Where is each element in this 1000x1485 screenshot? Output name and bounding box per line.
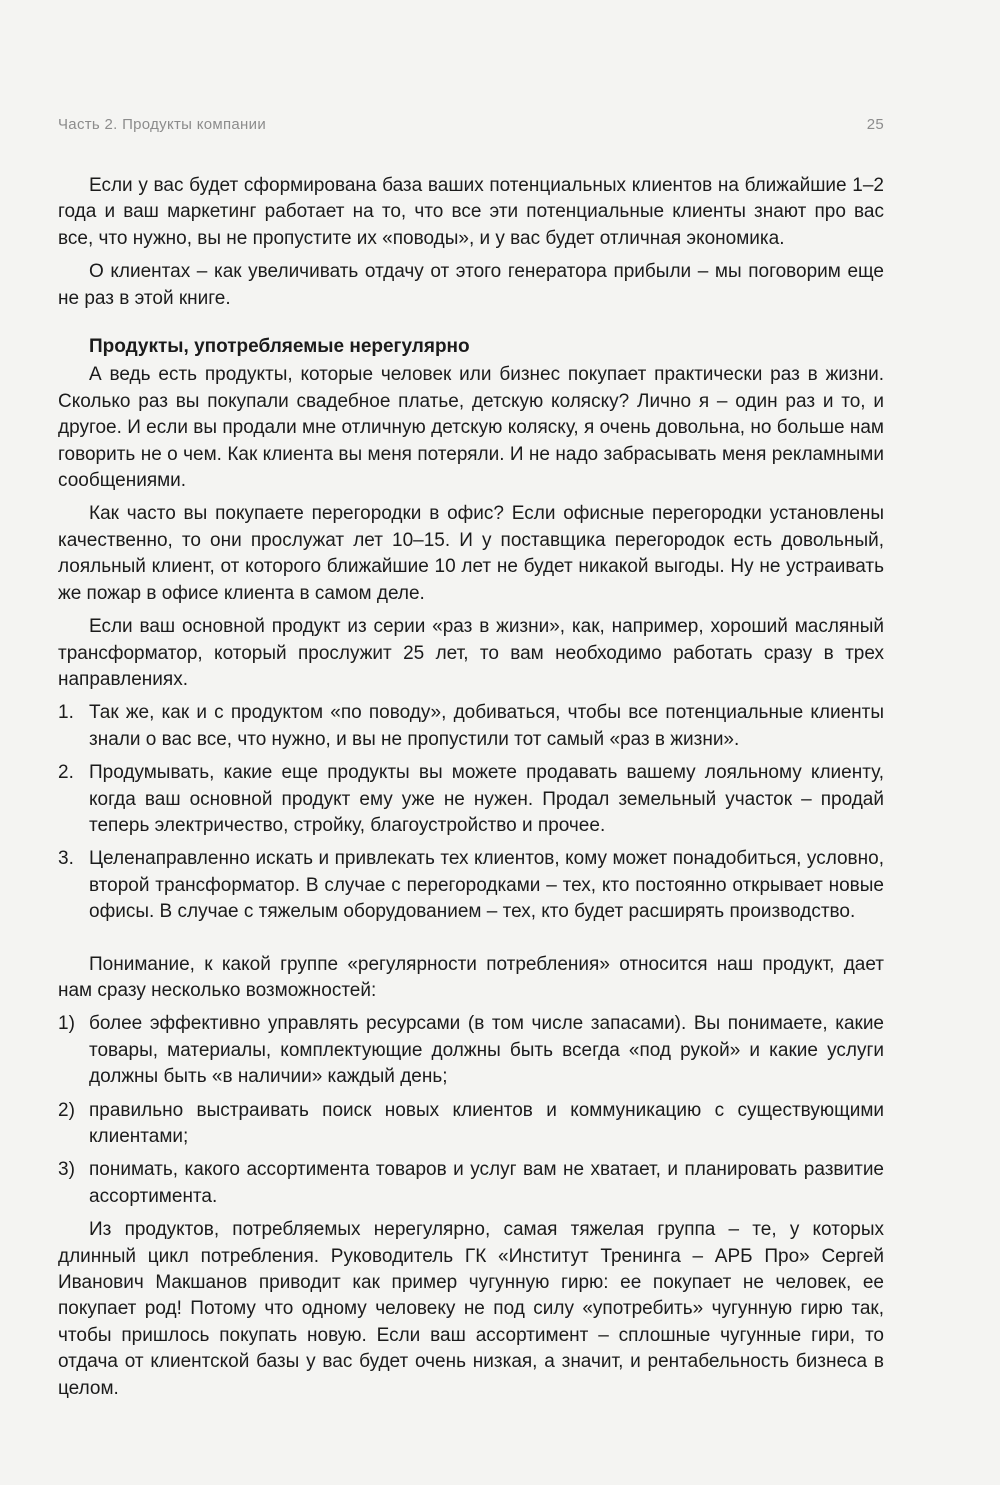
list-item-text: Продумывать, какие еще продукты вы можете продавать вашему лояльному клиенту, когда ваш основной продукт ему уже не нужен. Продал земельный участок – продай теперь электричество, стройку, благоустройство и прочее.	[89, 762, 884, 836]
section-heading: Продукты, употребляемые нерегулярно	[89, 336, 470, 358]
paragraph-7: Из продуктов, потребляемых нерегулярно, самая тяжелая группа – те, у которых длинный цикл потребления. Руководитель ГК «Институт Тренинга – АРБ Про» Сергей Иванович Макшанов приводит как пример чугунную гирю: ее покупает не человек, ее покупает род! Потому что одному человеку не под силу «употребить» чугунную гирю так, чтобы пришлось покупать новую. Если ваш ассортимент – сплошные чугунные гири, то отдача от клиентской базы у вас будет очень низкая, а значит, и рентабельность бизнеса в целом.	[58, 1219, 884, 1399]
page-content	[58, 173, 884, 1409]
list-item	[58, 846, 884, 925]
list-item	[58, 700, 884, 753]
list-marker: 2)	[58, 1099, 75, 1121]
paragraph-3: А ведь есть продукты, которые человек или бизнес покупает практически раз в жизни. Сколько раз вы покупали свадебное платье, детскую коляску? Лично я – один раз и то, и другое. И если вы продали мне отличную детскую коляску, я очень довольна, но больше нам говорить не о чем. Как клиента вы меня потеряли. И не надо забрасывать меня рекламными сообщениями.	[58, 364, 884, 492]
list-item	[58, 760, 884, 839]
list-item-text: правильно выстраивать поиск новых клиентов и коммуникацию с существующими клиентами;	[89, 1099, 884, 1147]
numbered-list-opportunities	[58, 1011, 884, 1210]
list-marker: 2.	[58, 762, 74, 784]
list-item	[58, 1098, 884, 1151]
list-marker: 1)	[58, 1013, 75, 1035]
paragraph-1: Если у вас будет сформирована база ваших потенциальных клиентов на ближайшие 1–2 года и ваш маркетинг работает на то, что все эти потенциальные клиенты знают про вас все, что нужно, вы не пропустите их «поводы», и у вас будет отличная экономика.	[58, 175, 884, 249]
section-title: Часть 2. Продукты компании	[58, 116, 266, 133]
list-marker: 1.	[58, 702, 74, 724]
list-item-text: понимать, какого ассортимента товаров и услуг вам не хватает, и планировать развитие ассортимента.	[89, 1159, 884, 1207]
page-number: 25	[866, 116, 884, 133]
running-header	[58, 116, 884, 133]
list-marker: 3)	[58, 1159, 75, 1181]
paragraph-6: Понимание, к какой группе «регулярности потребления» относится наш продукт, дает нам сразу несколько возможностей:	[58, 953, 884, 1001]
list-marker: 3.	[58, 848, 74, 870]
paragraph-2: О клиентах – как увеличивать отдачу от этого генератора прибыли – мы поговорим еще не раз в этой книге.	[58, 261, 884, 309]
paragraph-4: Как часто вы покупаете перегородки в офис? Если офисные перегородки установлены качественно, то они прослужат лет 10–15. И у поставщика перегородок есть довольный, лояльный клиент, от которого ближайшие 10 лет не будет никакой выгоды. Ну не устраивать же пожар в офисе клиента в самом деле.	[58, 503, 884, 604]
list-item	[58, 1157, 884, 1210]
list-item-text: Целенаправленно искать и привлекать тех клиентов, кому может понадобиться, условно, второй трансформатор. В случае с перегородками – тех, кто постоянно открывает новые офисы. В случае с тяжелым оборудованием – тех, кто будет расширять производство.	[89, 848, 884, 923]
paragraph-5: Если ваш основной продукт из серии «раз в жизни», как, например, хороший масляный трансформатор, который прослужит 25 лет, то вам необходимо работать сразу в трех направлениях.	[58, 616, 884, 690]
list-item-text: Так же, как и с продуктом «по поводу», добиваться, чтобы все потенциальные клиенты знали о вас все, что нужно, и вы не пропустили тот самый «раз в жизни».	[89, 702, 884, 750]
list-item	[58, 1011, 884, 1090]
numbered-list-directions	[58, 700, 884, 925]
list-item-text: более эффективно управлять ресурсами (в том числе запасами). Вы понимаете, какие товары, материалы, комплектующие должны быть всегда «под рукой» и какие услуги должны быть «в наличии» каждый день;	[89, 1013, 884, 1088]
